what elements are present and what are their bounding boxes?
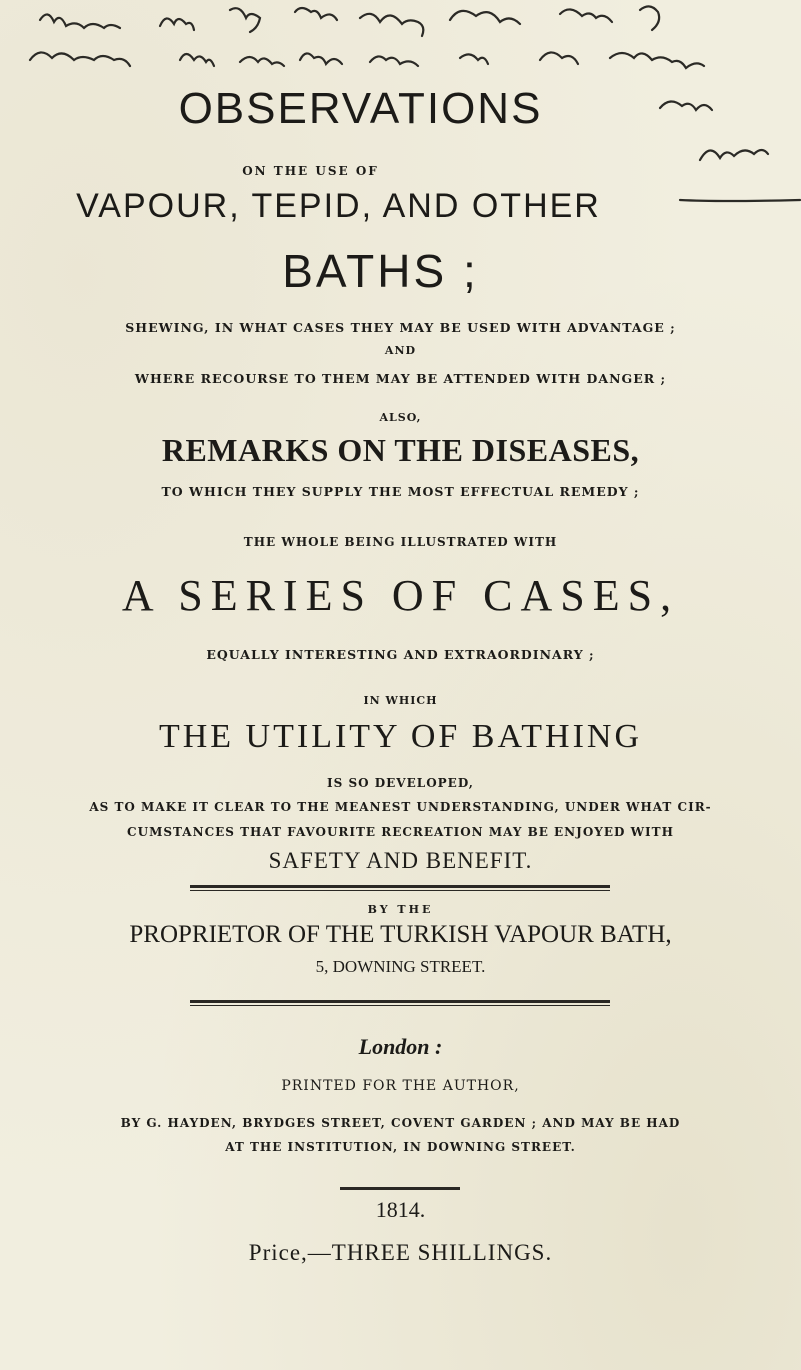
on-the-use-of: ON THE USE OF <box>242 164 379 178</box>
divider-rule <box>190 1005 610 1006</box>
divider-rule <box>190 890 610 891</box>
utility-heading: THE UTILITY OF BATHING <box>158 718 643 755</box>
handwriting-stroke <box>640 6 659 30</box>
institution-line: AT THE INSTITUTION, IN DOWNING STREET. <box>225 1140 576 1154</box>
divider-rule <box>340 1187 460 1190</box>
shewing-line: SHEWING, IN WHAT CASES THEY MAY BE USED WITH ADVANTAGE ; <box>125 320 676 335</box>
handwriting-stroke <box>610 53 704 68</box>
is-so-line: IS SO DEVELOPED, <box>327 776 474 790</box>
publication-year: 1814. <box>375 1197 426 1222</box>
handwriting-stroke <box>560 9 612 22</box>
cumstances-line: CUMSTANCES THAT FAVOURITE RECREATION MAY BE ENJOYED WITH <box>127 825 674 839</box>
handwriting-stroke <box>700 150 768 160</box>
divider-rule <box>190 885 610 888</box>
safety-line: SAFETY AND BENEFIT. <box>268 848 533 873</box>
by-the: BY THE <box>367 903 434 916</box>
and-line: AND <box>384 344 417 357</box>
address-line: 5, DOWNING STREET. <box>315 957 486 976</box>
handwriting-stroke <box>370 56 418 66</box>
price-line: Price,—THREE SHILLINGS. <box>248 1240 553 1265</box>
printed-for: PRINTED FOR THE AUTHOR, <box>281 1078 520 1094</box>
whole-line: THE WHOLE BEING ILLUSTRATED WITH <box>243 535 558 549</box>
handwriting-stroke <box>30 52 130 66</box>
handwriting-stroke <box>540 52 578 64</box>
handwriting-stroke <box>300 53 342 64</box>
handwriting-stroke <box>40 14 120 28</box>
handwriting-stroke <box>230 8 260 32</box>
handwriting-stroke <box>240 57 284 66</box>
proprietor-line: PROPRIETOR OF THE TURKISH VAPOUR BATH, <box>129 921 672 948</box>
handwriting-stroke <box>180 54 214 66</box>
handwriting-stroke <box>450 11 520 24</box>
baths-heading: BATHS ; <box>282 245 479 297</box>
remarks-heading: REMARKS ON THE DISEASES, <box>161 432 640 468</box>
handwriting-stroke <box>360 14 423 36</box>
also-line: ALSO, <box>379 411 422 424</box>
equally-line: EQUALLY INTERESTING AND EXTRAORDINARY ; <box>206 647 595 662</box>
series-heading: A SERIES OF CASES, <box>121 571 680 620</box>
handwriting-stroke <box>295 8 337 20</box>
printer-line: BY G. HAYDEN, BRYDGES STREET, COVENT GARDEN ; AND MAY BE HAD <box>120 1116 681 1130</box>
handwriting-stroke <box>460 54 488 64</box>
handwriting-stroke <box>160 18 194 30</box>
subject-line: VAPOUR, TEPID, AND OTHER <box>76 187 601 225</box>
in-which-line: IN WHICH <box>363 694 438 707</box>
to-which-line: TO WHICH THEY SUPPLY THE MOST EFFECTUAL REMEDY ; <box>161 484 640 499</box>
divider-rule <box>190 1000 610 1003</box>
where-line: WHERE RECOURSE TO THEM MAY BE ATTENDED WITH DANGER ; <box>134 371 667 386</box>
imprint-city: London : <box>358 1034 443 1059</box>
title-main: OBSERVATIONS <box>178 84 543 133</box>
as-to-line: AS TO MAKE IT CLEAR TO THE MEANEST UNDERSTANDING, UNDER WHAT CIR- <box>89 800 712 814</box>
